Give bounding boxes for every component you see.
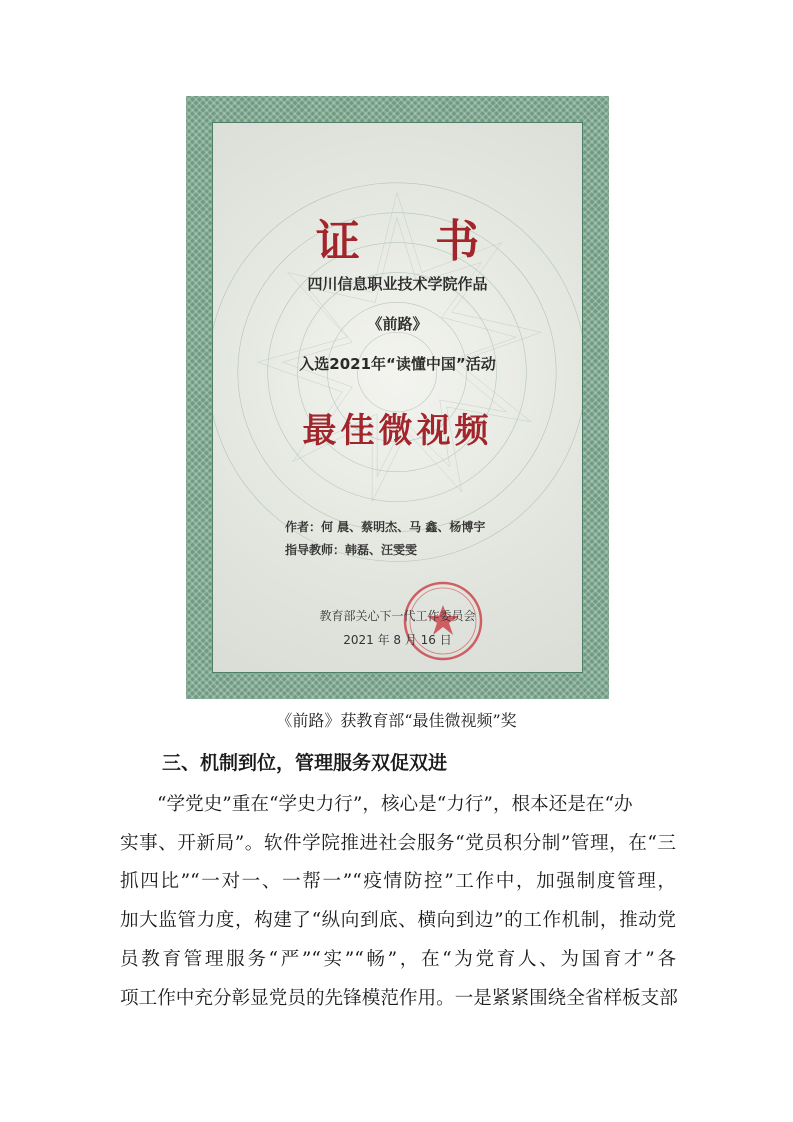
certificate-school: 四川信息职业技术学院作品 <box>307 275 488 293</box>
certificate-work-title: 《前路》 <box>367 315 428 333</box>
certificate-title: 证 书 <box>315 216 510 267</box>
certificate-issuer: 教育部关心下一代工作委员会 <box>319 609 476 623</box>
certificate-award: 最佳微视频 <box>302 411 493 451</box>
section-heading: 三、机制到位，管理服务双促双进 <box>162 752 448 774</box>
body-paragraph <box>120 786 676 1018</box>
paragraph-line: “学党史”重在“学史力行”，核心是“力行”，根本还是在“办 <box>157 794 633 815</box>
paragraph-line: 抓四比”“一对一、一帮一”“疫情防控”工作中，加强制度管理， <box>120 871 676 893</box>
certificate-activity: 入选2021年“读懂中国”活动 <box>299 355 496 373</box>
certificate-authors: 作者：何 晨、蔡明杰、马 鑫、杨博宇 <box>285 520 486 534</box>
certificate-advisors: 指导教师：韩磊、汪雯雯 <box>285 543 418 557</box>
certificate-photo <box>186 96 609 699</box>
figure-caption: 《前路》获教育部“最佳微视频”奖 <box>276 711 517 730</box>
certificate-inner-panel <box>212 122 583 673</box>
paragraph-line: 员教育管理服务“严”“实”“畅”，在“为党育人、为国育才”各 <box>120 948 676 970</box>
paragraph-line: 加大监管力度，构建了“纵向到底、横向到边”的工作机制，推动党 <box>120 910 676 932</box>
paragraph-line: 项工作中充分彰显党员的先锋模范作用。一是紧紧围绕全省样板支部 <box>120 987 678 1009</box>
paragraph-line: 实事、开新局”。软件学院推进社会服务“党员积分制”管理，在“三 <box>120 832 676 854</box>
certificate-date: 2021 年 8 月 16 日 <box>343 633 452 647</box>
